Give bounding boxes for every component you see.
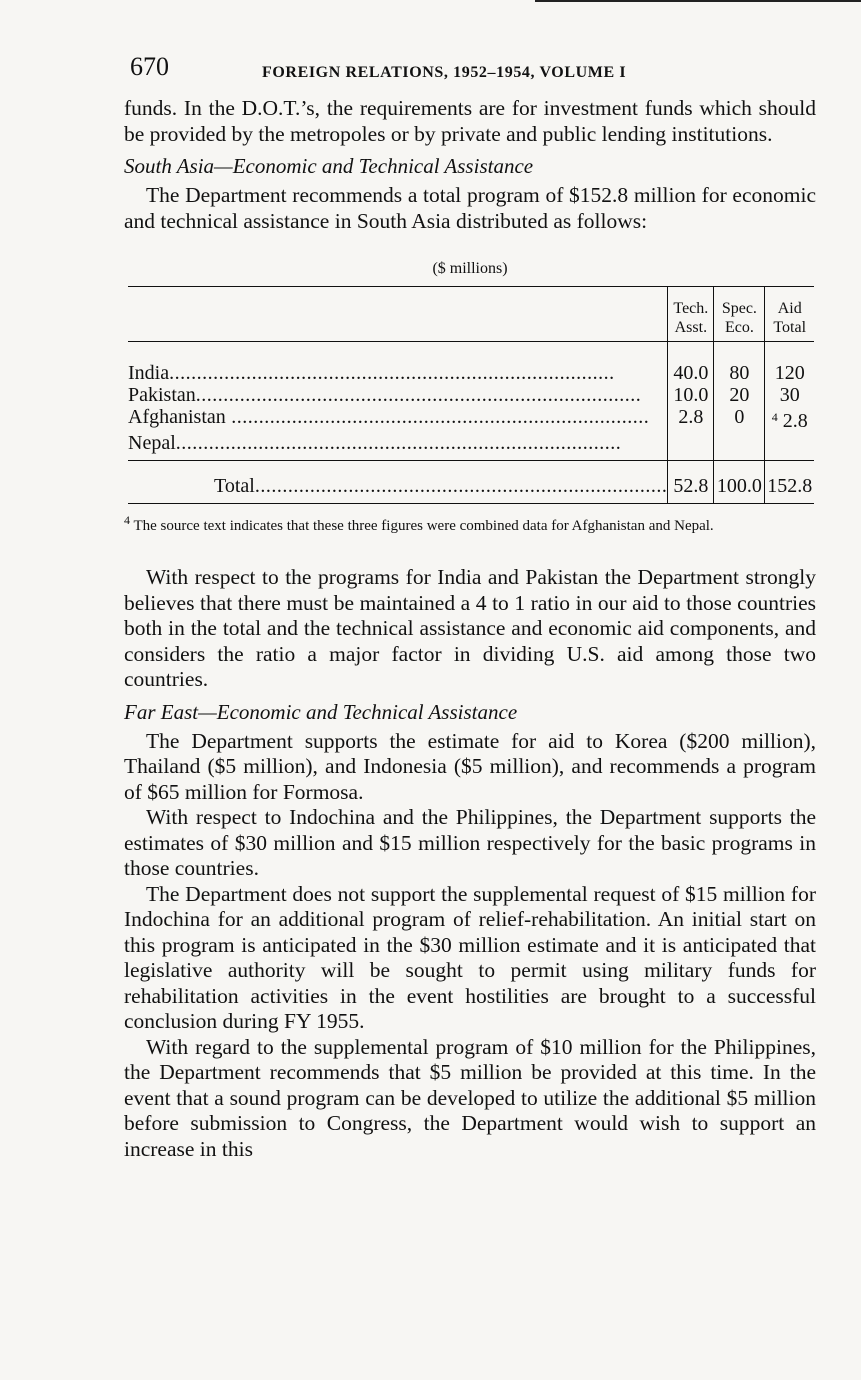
spec-value: 0 [714,406,765,432]
paragraph-ratio: With respect to the programs for India and Pakistan the Department strongly believes that there must be maintained a 4 to 1 ratio in our aid to those countries both in the total and the technical assistance and economic aid components, and considers the ratio a major factor in dividing U.S. aid among those two countries. [124,565,816,691]
footnote-number: 4 [124,513,130,527]
paragraph-far-east-2: With respect to Indochina and the Philippines, the Department supports the estimates of $30 million and $15 million respectively for the basic programs in those countries. [124,805,816,880]
tech-total: 52.8 [668,461,714,504]
aid-table [128,286,814,504]
spec-total: 100.0 [714,461,765,504]
document-page [124,52,816,1162]
footnote [124,512,816,535]
country-name: Nepal [128,432,176,454]
spec-value: 80 [714,342,765,385]
country-name: India [128,362,170,384]
paragraph-south-asia: The Department recommends a total program of $152.8 million for economic and technical assistance in South Asia distributed as follows: [124,183,816,233]
tech-value: 2.8 [668,406,714,432]
spec-value [714,432,765,461]
tech-value: 40.0 [668,342,714,385]
country-name: Afghanistan [128,406,226,428]
footnote-marker: 4 [771,410,778,424]
total-value: 2.8 [782,410,808,432]
heading-south-asia: South Asia—Economic and Technical Assistance [124,154,534,178]
leader-dots: ................................................................................. [169,362,615,384]
paragraph-intro: funds. In the D.O.T.’s, the requirements are for investment funds which should be provided by the metropoles or by private and public lending institutions. [124,96,816,146]
header-spec-eco: Spec. Eco. [714,287,765,342]
paragraph-far-east-3: The Department does not support the supplemental request of $15 million for Indochina for an additional program of relief-rehabilitation. An initial start on this program is anticipated in the $30 million estimate and it is anticipated that legislative authority will be sought to permit using military funds for rehabilitation activities in the event hostilities are brought to a successful conclusion during FY 1955. [124,881,816,1033]
paragraph-far-east-1: The Department supports the estimate for aid to Korea ($200 million), Thailand ($5 million), and Indonesia ($5 million), and recommends a program of $65 million for Formosa. [124,728,816,804]
total-label: Total [214,475,255,497]
footnote-text: The source text indicates that these three figures were combined data for Afghanistan and Nepal. [133,518,714,534]
page-header [124,52,816,96]
top-rule [535,0,861,2]
leader-dots: ................................................................................. [195,384,642,406]
aid-total: 152.8 [765,461,814,504]
table-caption: ($ millions) [432,260,508,277]
header-aid-total: Aid Total [765,287,814,342]
page-number: 670 [130,52,169,81]
tech-value: 10.0 [668,384,714,406]
paragraph-far-east-4: With regard to the supplemental program of $10 million for the Philippines, the Department recommends that $5 million be provided at this time. In the event that a sound program can be developed to utilize the additional $5 million before submission to Congress, the Department would wish to support an increase in this [124,1034,816,1161]
table-row [128,342,814,385]
header-tech-asst: Tech. Asst. [668,287,714,342]
leader-dots: ................................................................................. [175,432,622,454]
table-row [128,432,814,461]
spec-value: 20 [714,384,765,406]
country-name: Pakistan [128,384,196,406]
total-value [765,432,814,461]
total-value: 30 [765,384,814,406]
table-header-row [128,287,814,342]
table-total-row [128,461,814,504]
running-title: FOREIGN RELATIONS, 1952–1954, VOLUME I [262,64,627,81]
header-label-cell [128,287,668,342]
table-row [128,384,814,406]
leader-dots: ............................................................................ [225,406,650,428]
heading-far-east: Far East—Economic and Technical Assistance [124,699,518,724]
table-row [128,406,814,432]
total-value: 120 [765,342,814,385]
tech-value [668,432,714,461]
leader-dots: ........................................................................... [254,475,668,497]
